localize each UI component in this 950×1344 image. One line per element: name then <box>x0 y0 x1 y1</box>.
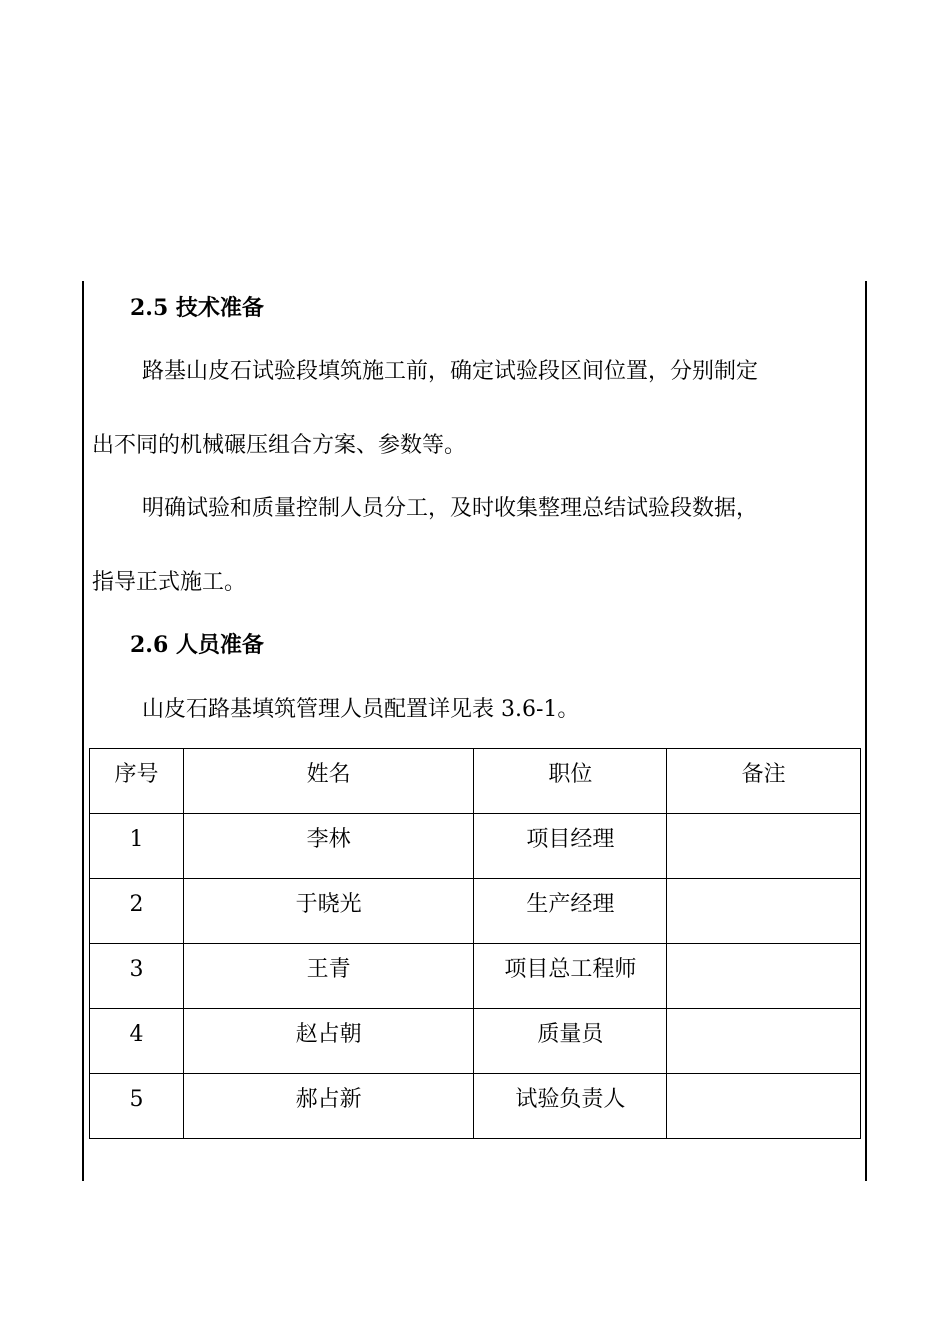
section-heading-2-5: 2.5 技术准备 <box>130 295 264 321</box>
table-cell: 1 <box>90 814 184 879</box>
table-cell: 项目经理 <box>474 814 667 879</box>
table-cell: 于晓光 <box>183 879 474 944</box>
table-cell <box>667 1074 861 1139</box>
table-cell: 4 <box>90 1009 184 1074</box>
table-row <box>90 1009 861 1074</box>
page-border-left <box>82 281 84 1181</box>
table-header-cell: 职位 <box>474 749 667 814</box>
table-header-cell: 姓名 <box>183 749 474 814</box>
table-cell: 生产经理 <box>474 879 667 944</box>
paragraph-line: 明确试验和质量控制人员分工，及时收集整理总结试验段数据， <box>142 496 759 521</box>
table-cell: 李林 <box>183 814 474 879</box>
table-cell: 项目总工程师 <box>474 944 667 1009</box>
table-cell: 王青 <box>183 944 474 1009</box>
page-border-right <box>865 281 867 1181</box>
staff-table <box>89 748 861 1139</box>
table-cell: 5 <box>90 1074 184 1139</box>
table-header-cell: 序号 <box>90 749 184 814</box>
table-cell <box>667 814 861 879</box>
table-cell <box>667 879 861 944</box>
table-cell <box>667 944 861 1009</box>
table-header-cell: 备注 <box>667 749 861 814</box>
table-header-row <box>90 749 861 814</box>
table-cell: 质量员 <box>474 1009 667 1074</box>
table-cell: 试验负责人 <box>474 1074 667 1139</box>
paragraph-line: 山皮石路基填筑管理人员配置详见表 3.6-1。 <box>142 697 580 722</box>
table-row <box>90 944 861 1009</box>
paragraph-line: 出不同的机械碾压组合方案、参数等。 <box>92 433 467 458</box>
table-cell: 赵占朝 <box>183 1009 474 1074</box>
table-cell <box>667 1009 861 1074</box>
paragraph-line: 路基山皮石试验段填筑施工前，确定试验段区间位置，分别制定 <box>142 359 759 384</box>
table-cell: 2 <box>90 879 184 944</box>
paragraph-line: 指导正式施工。 <box>92 570 247 595</box>
table-row <box>90 879 861 944</box>
table-cell: 郝占新 <box>183 1074 474 1139</box>
table-cell: 3 <box>90 944 184 1009</box>
section-heading-2-6: 2.6 人员准备 <box>130 632 264 658</box>
table-row <box>90 814 861 879</box>
table-row <box>90 1074 861 1139</box>
